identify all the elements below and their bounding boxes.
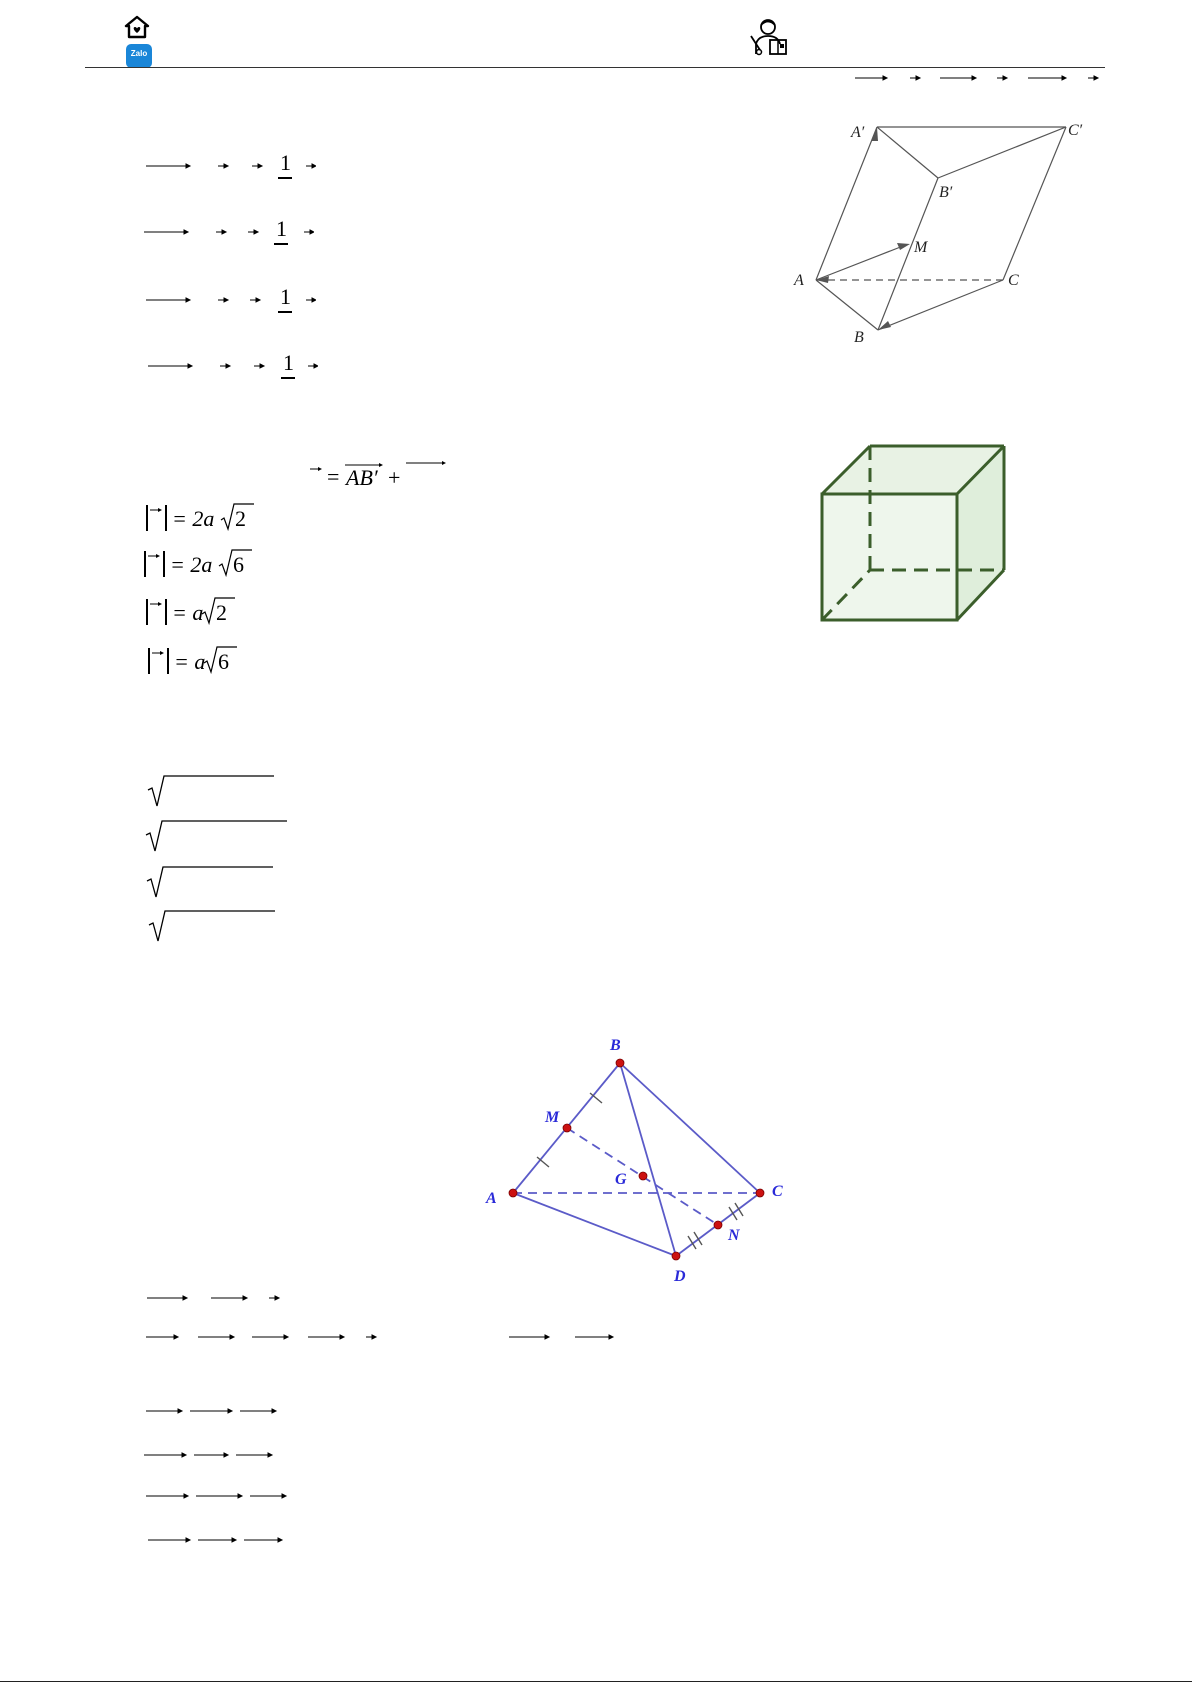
q2-option-b[interactable] — [144, 546, 284, 580]
tetrahedron-figure — [480, 1030, 800, 1290]
q4-options — [140, 1405, 300, 1555]
q1-option-b[interactable] — [138, 216, 318, 256]
q4-statement-vectors — [140, 1290, 620, 1350]
q1-option-a[interactable] — [140, 150, 320, 190]
abs-bar-left — [146, 599, 148, 625]
q3-options — [140, 765, 300, 945]
fraction-numerator: 1 — [276, 216, 287, 241]
q2-options — [140, 500, 340, 680]
label-D: D — [674, 1268, 686, 1285]
q4-option-d[interactable] — [148, 1534, 293, 1546]
label-B-prime: B′ — [939, 184, 953, 201]
vector-arrow — [148, 552, 162, 560]
label-C-prime: C′ — [1068, 122, 1083, 139]
label-M: M — [914, 239, 928, 256]
radicand: 6 — [218, 649, 229, 674]
fraction-numerator: 1 — [283, 350, 294, 375]
modulus-value: = 2a — [170, 552, 213, 577]
zalo-icon[interactable] — [126, 44, 152, 68]
vector-arrows — [144, 226, 314, 238]
modulus-value: = a — [172, 600, 204, 625]
q2-option-d[interactable] — [148, 643, 288, 677]
abs-bar-left — [146, 505, 148, 531]
q2-option-a[interactable] — [146, 500, 286, 534]
radicand: 6 — [233, 552, 244, 577]
label-C: C — [1008, 272, 1019, 289]
vector-arrow — [150, 506, 164, 514]
label-M: M — [545, 1109, 560, 1126]
q1-option-c[interactable] — [140, 284, 320, 324]
header-divider — [85, 67, 1105, 68]
cube-figure — [815, 440, 1010, 625]
label-B: B — [610, 1037, 621, 1054]
vector-arrow — [152, 649, 166, 657]
fraction-numerator: 1 — [280, 284, 291, 309]
label-A-prime: A′ — [851, 124, 865, 141]
label-C: C — [772, 1183, 783, 1200]
abs-bar-left — [144, 551, 146, 577]
home-icon[interactable] — [124, 15, 150, 39]
prism-figure — [785, 112, 1130, 352]
plus-sign: + — [388, 465, 401, 490]
modulus-value: = 2a — [172, 506, 215, 531]
header — [0, 0, 1192, 70]
radicand: 2 — [216, 600, 227, 625]
label-N: N — [728, 1227, 740, 1244]
modulus-value: = a — [174, 649, 206, 674]
fraction-bar — [278, 311, 292, 313]
q4-option-a[interactable] — [146, 1405, 286, 1417]
zalo-label: Zalo — [130, 49, 148, 58]
q2-option-c[interactable] — [146, 594, 286, 628]
q2-expression — [300, 458, 460, 498]
label-B: B — [854, 329, 864, 346]
label-A: A — [486, 1190, 497, 1207]
fraction-numerator: 1 — [280, 150, 291, 175]
teacher-icon[interactable] — [748, 16, 790, 56]
abs-bar-right — [167, 648, 169, 674]
fraction-bar — [278, 177, 292, 179]
vector-AB-prime: AB′ — [346, 465, 378, 490]
equals-sign: = — [327, 464, 340, 489]
abs-bar-right — [165, 599, 167, 625]
abs-bar-right — [165, 505, 167, 531]
q3-option-a[interactable] — [147, 770, 277, 808]
q4-option-c[interactable] — [146, 1490, 291, 1502]
q1-option-d[interactable] — [142, 350, 322, 390]
vector-arrow — [310, 464, 324, 474]
radicand: 2 — [235, 506, 246, 531]
label-A: A — [794, 272, 804, 289]
label-G: G — [615, 1171, 627, 1188]
vector-arrow — [150, 600, 164, 608]
footer-divider — [0, 1681, 1192, 1682]
q3-option-b[interactable] — [145, 815, 290, 853]
abs-bar-left — [148, 648, 150, 674]
q4-option-b[interactable] — [144, 1449, 284, 1461]
vector-arrow — [406, 458, 448, 468]
q3-option-d[interactable] — [148, 905, 278, 943]
q3-option-c[interactable] — [146, 861, 276, 899]
header-vector-arrows — [850, 72, 1100, 84]
abs-bar-right — [163, 551, 165, 577]
q1-options — [140, 150, 340, 380]
fraction-bar — [281, 377, 295, 379]
fraction-bar — [274, 243, 288, 245]
